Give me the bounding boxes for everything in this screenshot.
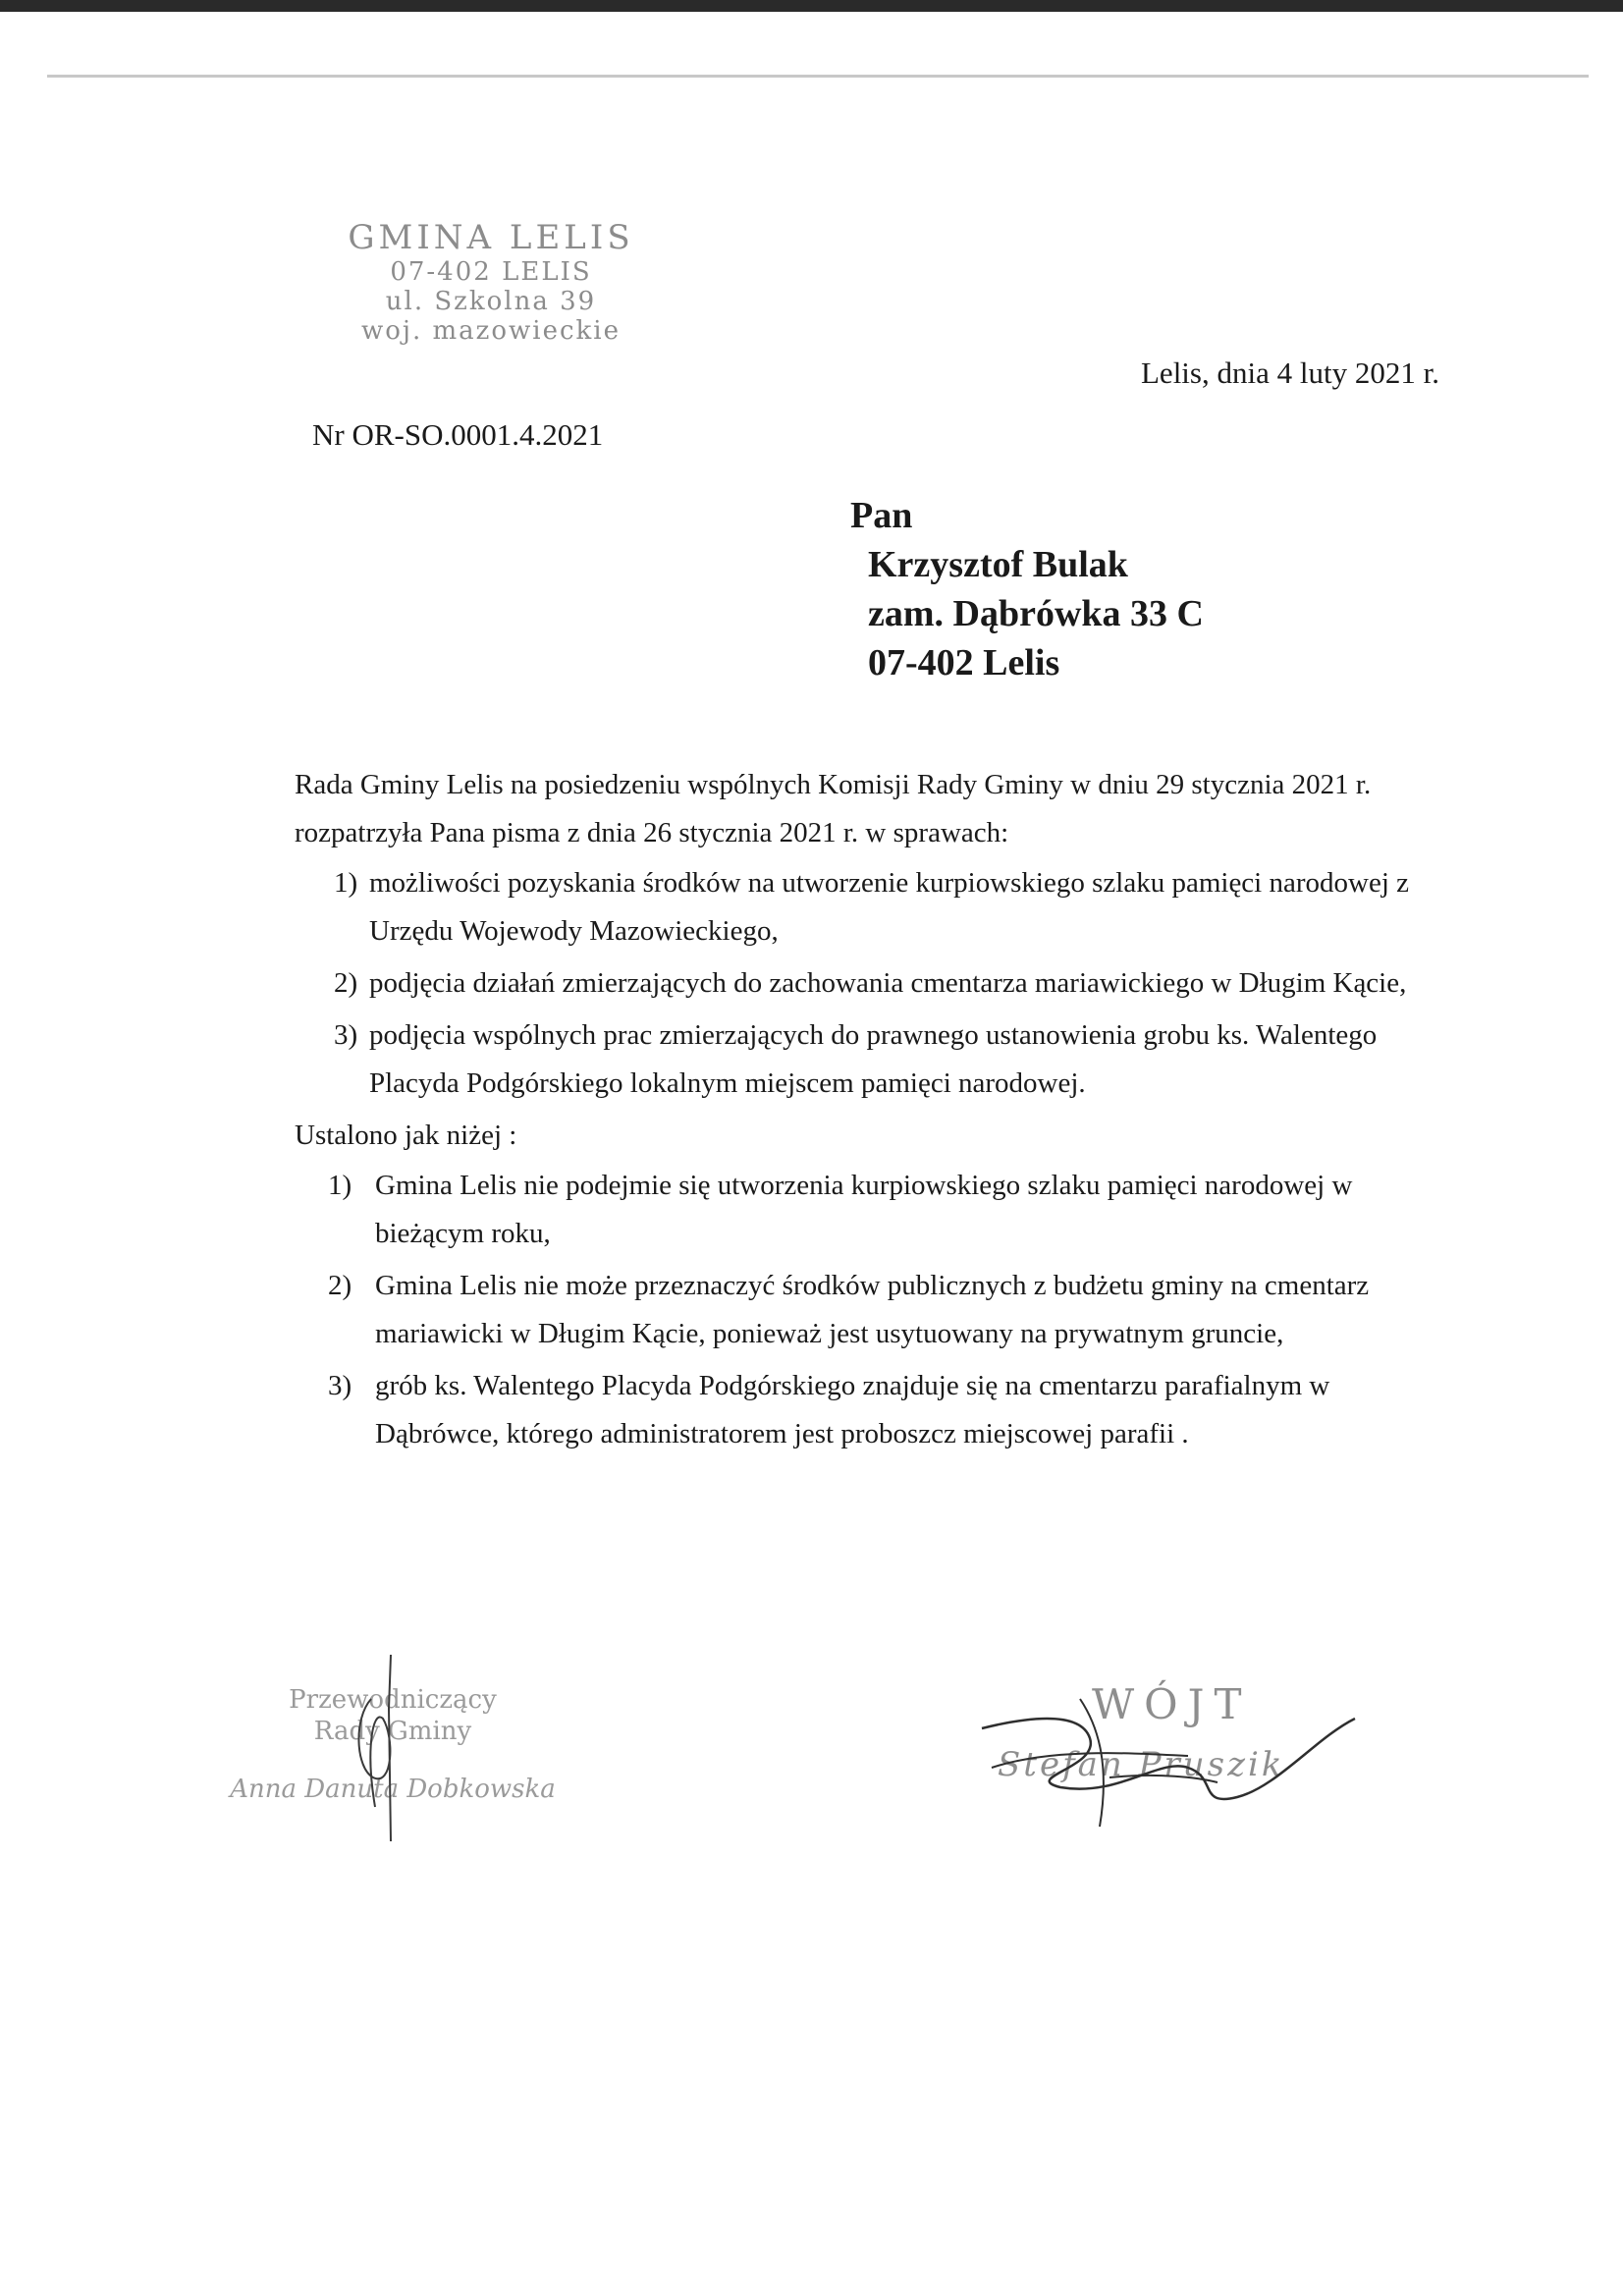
mayor-signature-scribble bbox=[962, 1679, 1375, 1846]
recipient-salutation: Pan bbox=[850, 495, 913, 536]
list-number: 3) bbox=[328, 1370, 352, 1401]
list-text: grób ks. Walentego Placyda Podgórskiego znajduje się na cmentarzu parafialnym w Dąbrówce, którego administratorem jest proboszcz miejscowej parafii . bbox=[375, 1370, 1330, 1449]
list-text: Gmina Lelis nie podejmie się utworzenia kurpiowskiego szlaku pamięci narodowej w bieżącym roku, bbox=[375, 1170, 1353, 1249]
list-item bbox=[295, 959, 1453, 1008]
intro-paragraph: Rada Gminy Lelis na posiedzeniu wspólnych Komisji Rady Gminy w dniu 29 stycznia 2021 r. rozpatrzyła Pana pisma z dnia 26 stycznia 2021 r. w sprawach: bbox=[295, 769, 1372, 848]
list-number: 1) bbox=[334, 867, 358, 899]
matters-list bbox=[295, 859, 1453, 1108]
mayor-title: WÓJT bbox=[1092, 1680, 1252, 1728]
list-text: Gmina Lelis nie może przeznaczyć środków publicznych z budżetu gminy na cmentarz mariawicki w Długim Kącie, ponieważ jest usytuowany na prywatnym gruncie, bbox=[375, 1270, 1370, 1349]
list-text: podjęcia wspólnych prac zmierzających do prawnego ustanowienia grobu ks. Walentego Placyda Podgórskiego lokalnym miejscem pamięci narodowej. bbox=[369, 1019, 1378, 1099]
list-number: 2) bbox=[334, 967, 358, 999]
recipient-address: zam. Dąbrówka 33 C bbox=[868, 593, 1204, 634]
list-item bbox=[295, 1262, 1453, 1358]
established-heading: Ustalono jak niżej : bbox=[295, 1120, 517, 1151]
list-item bbox=[295, 1162, 1453, 1258]
findings-list bbox=[295, 1162, 1453, 1458]
list-number: 3) bbox=[334, 1019, 358, 1051]
stamp-region: woj. mazowieckie bbox=[361, 316, 621, 346]
chair-title: Przewodniczący bbox=[289, 1685, 497, 1715]
list-number: 1) bbox=[328, 1170, 352, 1201]
scan-edge-top bbox=[0, 0, 1623, 12]
chair-signature-scribble bbox=[314, 1650, 432, 1846]
list-item bbox=[295, 1362, 1453, 1458]
stamp-name: GMINA LELIS bbox=[348, 218, 634, 257]
list-text: możliwości pozyskania środków na utworzenie kurpiowskiego szlaku pamięci narodowej z Urzędu Wojewody Mazowieckiego, bbox=[369, 867, 1410, 947]
recipient-city: 07-402 Lelis bbox=[868, 642, 1060, 683]
recipient-block bbox=[850, 491, 1204, 687]
office-stamp bbox=[324, 218, 658, 346]
chair-body: Rady Gminy bbox=[313, 1717, 472, 1746]
letter-body bbox=[295, 761, 1453, 1462]
stamp-postal: 07-402 LELIS bbox=[390, 257, 592, 287]
list-item bbox=[295, 859, 1453, 956]
list-text: podjęcia działań zmierzających do zachowania cmentarza mariawickiego w Długim Kącie, bbox=[369, 967, 1407, 999]
stamp-street: ul. Szkolna 39 bbox=[385, 287, 597, 316]
place-and-date: Lelis, dnia 4 luty 2021 r. bbox=[1141, 355, 1439, 390]
reference-number: Nr OR-SO.0001.4.2021 bbox=[312, 417, 604, 452]
list-item bbox=[295, 1011, 1453, 1108]
list-number: 2) bbox=[328, 1270, 352, 1301]
chair-name: Anna Danuta Dobkowska bbox=[230, 1775, 556, 1804]
mayor-name: Stefan Pruszik bbox=[998, 1745, 1285, 1784]
recipient-name: Krzysztof Bulak bbox=[868, 544, 1128, 585]
scan-artifact-line bbox=[47, 75, 1589, 78]
